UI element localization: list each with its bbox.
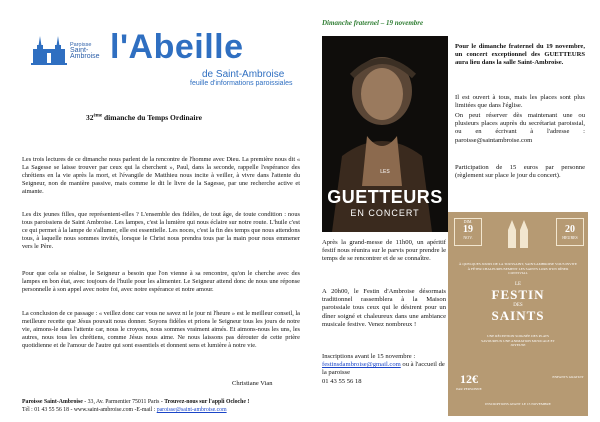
footer-email-link[interactable]: paroisse@saint-ambroise.com <box>156 407 227 413</box>
author-signature: Christiane Vian <box>232 380 273 387</box>
poster-price <box>454 372 484 391</box>
fraternal-sunday-title: Dimanche fraternel – 19 novembre <box>322 19 424 27</box>
poster-saints: SAINTS <box>491 308 545 323</box>
paragraph-1: Les trois lectures de ce dimanche nous parlent de la rencontre de l'homme avec Dieu. La première nous dit « La Sagesse se laisse trouver par ceux qui la cherchent », Paul, dans la seconde, rappelle l'espérance des chrétiens en la vie après la mort, et l'évangile de Matthieu nous incite à veiller, à vivre dans l'attente du Seigneur, non de manière passive, mais comme le dit le livre de la Sagesse, par une recherche active et aimante. <box>22 156 300 196</box>
poster-le: LE <box>514 282 522 287</box>
concert-announcement: Pour le dimanche fraternel du 19 novembre, un concert exceptionnel des GUETTEURS aura lieu dans la salle Saint-Ambroise. <box>455 43 585 67</box>
poster-date-month: NOV. <box>463 235 473 240</box>
parish-name-small <box>70 42 110 60</box>
poster-menu: UNE RÉCEPTION SOIGNÉE DES PLATS SAVOUREUX UNE ANIMATION MUSICALE ET JOYEUSE <box>481 334 555 347</box>
footer-app: Trouvez-nous sur l'appli Ocloche ! <box>164 399 250 405</box>
poster-time-unit: HEURES <box>562 235 578 240</box>
reservation-info: On peut réserver dès maintenant une ou plusieurs places auprès du secrétariat paroissial, ou en écrivant à l'adresse : paroisse@saintambroise.com <box>455 112 585 144</box>
poster-festin: FESTIN <box>491 287 545 302</box>
inscriptions-rest: ou à l'accueil de la paroisse <box>322 361 445 377</box>
open-to-all: Il est ouvert à tous, mais les places sont plus limitées que dans l'église. <box>455 94 585 110</box>
festin-info: A 20h00, le Festin d'Ambroise désormais traditionnel rassemblera à la Maison paroissiale tous ceux qui le désirent pour un dîner soigné et chaleureux dans une ambiance musicale festive. Venez nombreux ! <box>322 288 446 328</box>
footer-contact: Tél : 01 43 55 56 18 - www.saint-ambroise.com -E-mail : <box>22 407 157 413</box>
sunday-rest: dimanche du Temps Ordinaire <box>102 113 202 122</box>
after-mass-info <box>322 239 446 264</box>
inscriptions-email-link[interactable]: festinsdambroise@gmail.com <box>322 361 401 369</box>
sunday-title <box>86 113 202 122</box>
poster-time-box <box>556 218 584 246</box>
paragraph-2: Les dix jeunes filles, que représentent-elles ? L'ensemble des fidèles, de tout âge, de toute condition : nous tous paroissiens de Saint Ambroise. Les lampes, c'est la lumière qui nous éclaire sur notre route. L'huile c'est ce qui permet à la lampe de s'allumer, elle est essentielle. Les noces, c'est la fin des temps que nous attendons tous, à laquelle nous sommes invités, lorsque le Christ nous prendra tous par la main pour nous emmener vers le Père. <box>22 211 300 251</box>
footer-parish: Paroisse Saint-Ambroise <box>22 399 83 405</box>
poster-children: ENFANTS GRATUIT <box>552 375 584 379</box>
church-logo-icon <box>30 33 68 67</box>
parish-label: Paroisse <box>70 42 92 48</box>
footer-address: - 33, Av. Parmentier 75011 Paris - <box>82 399 165 405</box>
bulletin-tagline: feuille d'informations paroissiales <box>190 80 293 87</box>
inscriptions-label: Inscriptions avant le 15 novembre : <box>322 353 416 360</box>
poster-footer: INSCRIPTIONS AVANT LE 15 NOVEMBRE <box>485 402 551 406</box>
concert-photo <box>322 36 448 232</box>
bulletin-title: l'Abeille <box>110 28 244 66</box>
footer-line-2 <box>22 407 249 413</box>
bulletin-subtitle: de Saint-Ambroise <box>202 69 285 80</box>
poster-date-day: DIM. <box>463 219 473 224</box>
poster-intro: À QUELQUES JOURS DE LA TOUSSAINT, SAINT-AMBROISE VOUS INVITE À FÊTER CHALEUREUSEMENT LES SAINTS LORS D'UN DÎNER CONVIVIAL <box>458 262 578 275</box>
poster-date-box <box>454 218 482 246</box>
concert-guetteurs: GUETTEURS <box>327 187 443 207</box>
participation-info: Participation de 15 euros par personne (règlement sur place le jour du concert). <box>455 164 585 180</box>
poster-price-value: 12€ <box>460 372 478 386</box>
festin-poster <box>448 212 588 416</box>
concert-les: LES <box>380 169 390 175</box>
concert-en-concert: EN CONCERT <box>350 208 420 218</box>
sunday-ordinal: ème <box>93 113 103 119</box>
paragraph-4: La conclusion de ce passage : « veillez donc car vous ne savez ni le jour ni l'heure » est le meilleur conseil, la meilleure recette que Jésus pouvait nous donner. Soyons fidèles et prions le Seigneur tous les jours de notre vie, aimons-le dans l'attente car, nous le croyons, nous sommes vraiment aimés. Et aimons-nous les uns, les autres, nous tous les chrétiens, comme Jésus nous aime. Ne nous laissons pas dérouter de cette prière quotidienne et de l'amour de l'autre qui sont essentiels et donnent sens et lumière à notre vie. <box>22 310 300 350</box>
concert-banner <box>324 169 446 218</box>
after-mass-text: Après la grand-messe de 11h00, un apéritif festif nous réunira sur le parvis pour prendre le temps de se rencontrer et de se connaître. <box>322 239 446 263</box>
church-emblem-icon <box>500 218 536 248</box>
poster-price-note: PAR PERSONNE <box>456 387 482 391</box>
footer-line-1 <box>22 399 249 405</box>
sunday-number: 32 <box>86 113 94 122</box>
poster-time-num: 20 <box>565 224 575 235</box>
paragraph-3: Pour que cela se réalise, le Seigneur a besoin que l'on vienne à sa rencontre, qu'on le cherche avec des lampes en bon état, avec toujours de l'huile pour les alimenter. Le Seigneur attend donc de nous une réponse personnelle à son appel avec notre foi, avec notre espérance et notre amour. <box>22 270 300 294</box>
footer <box>22 399 249 413</box>
poster-des: DES <box>513 303 523 308</box>
inscriptions-phone: 01 43 55 56 18 <box>322 377 362 385</box>
inscriptions-info <box>322 353 446 386</box>
poster-date-num: 19 <box>463 224 473 235</box>
poster-title <box>448 282 588 324</box>
parish-name: Saint-Ambroise <box>70 47 100 60</box>
